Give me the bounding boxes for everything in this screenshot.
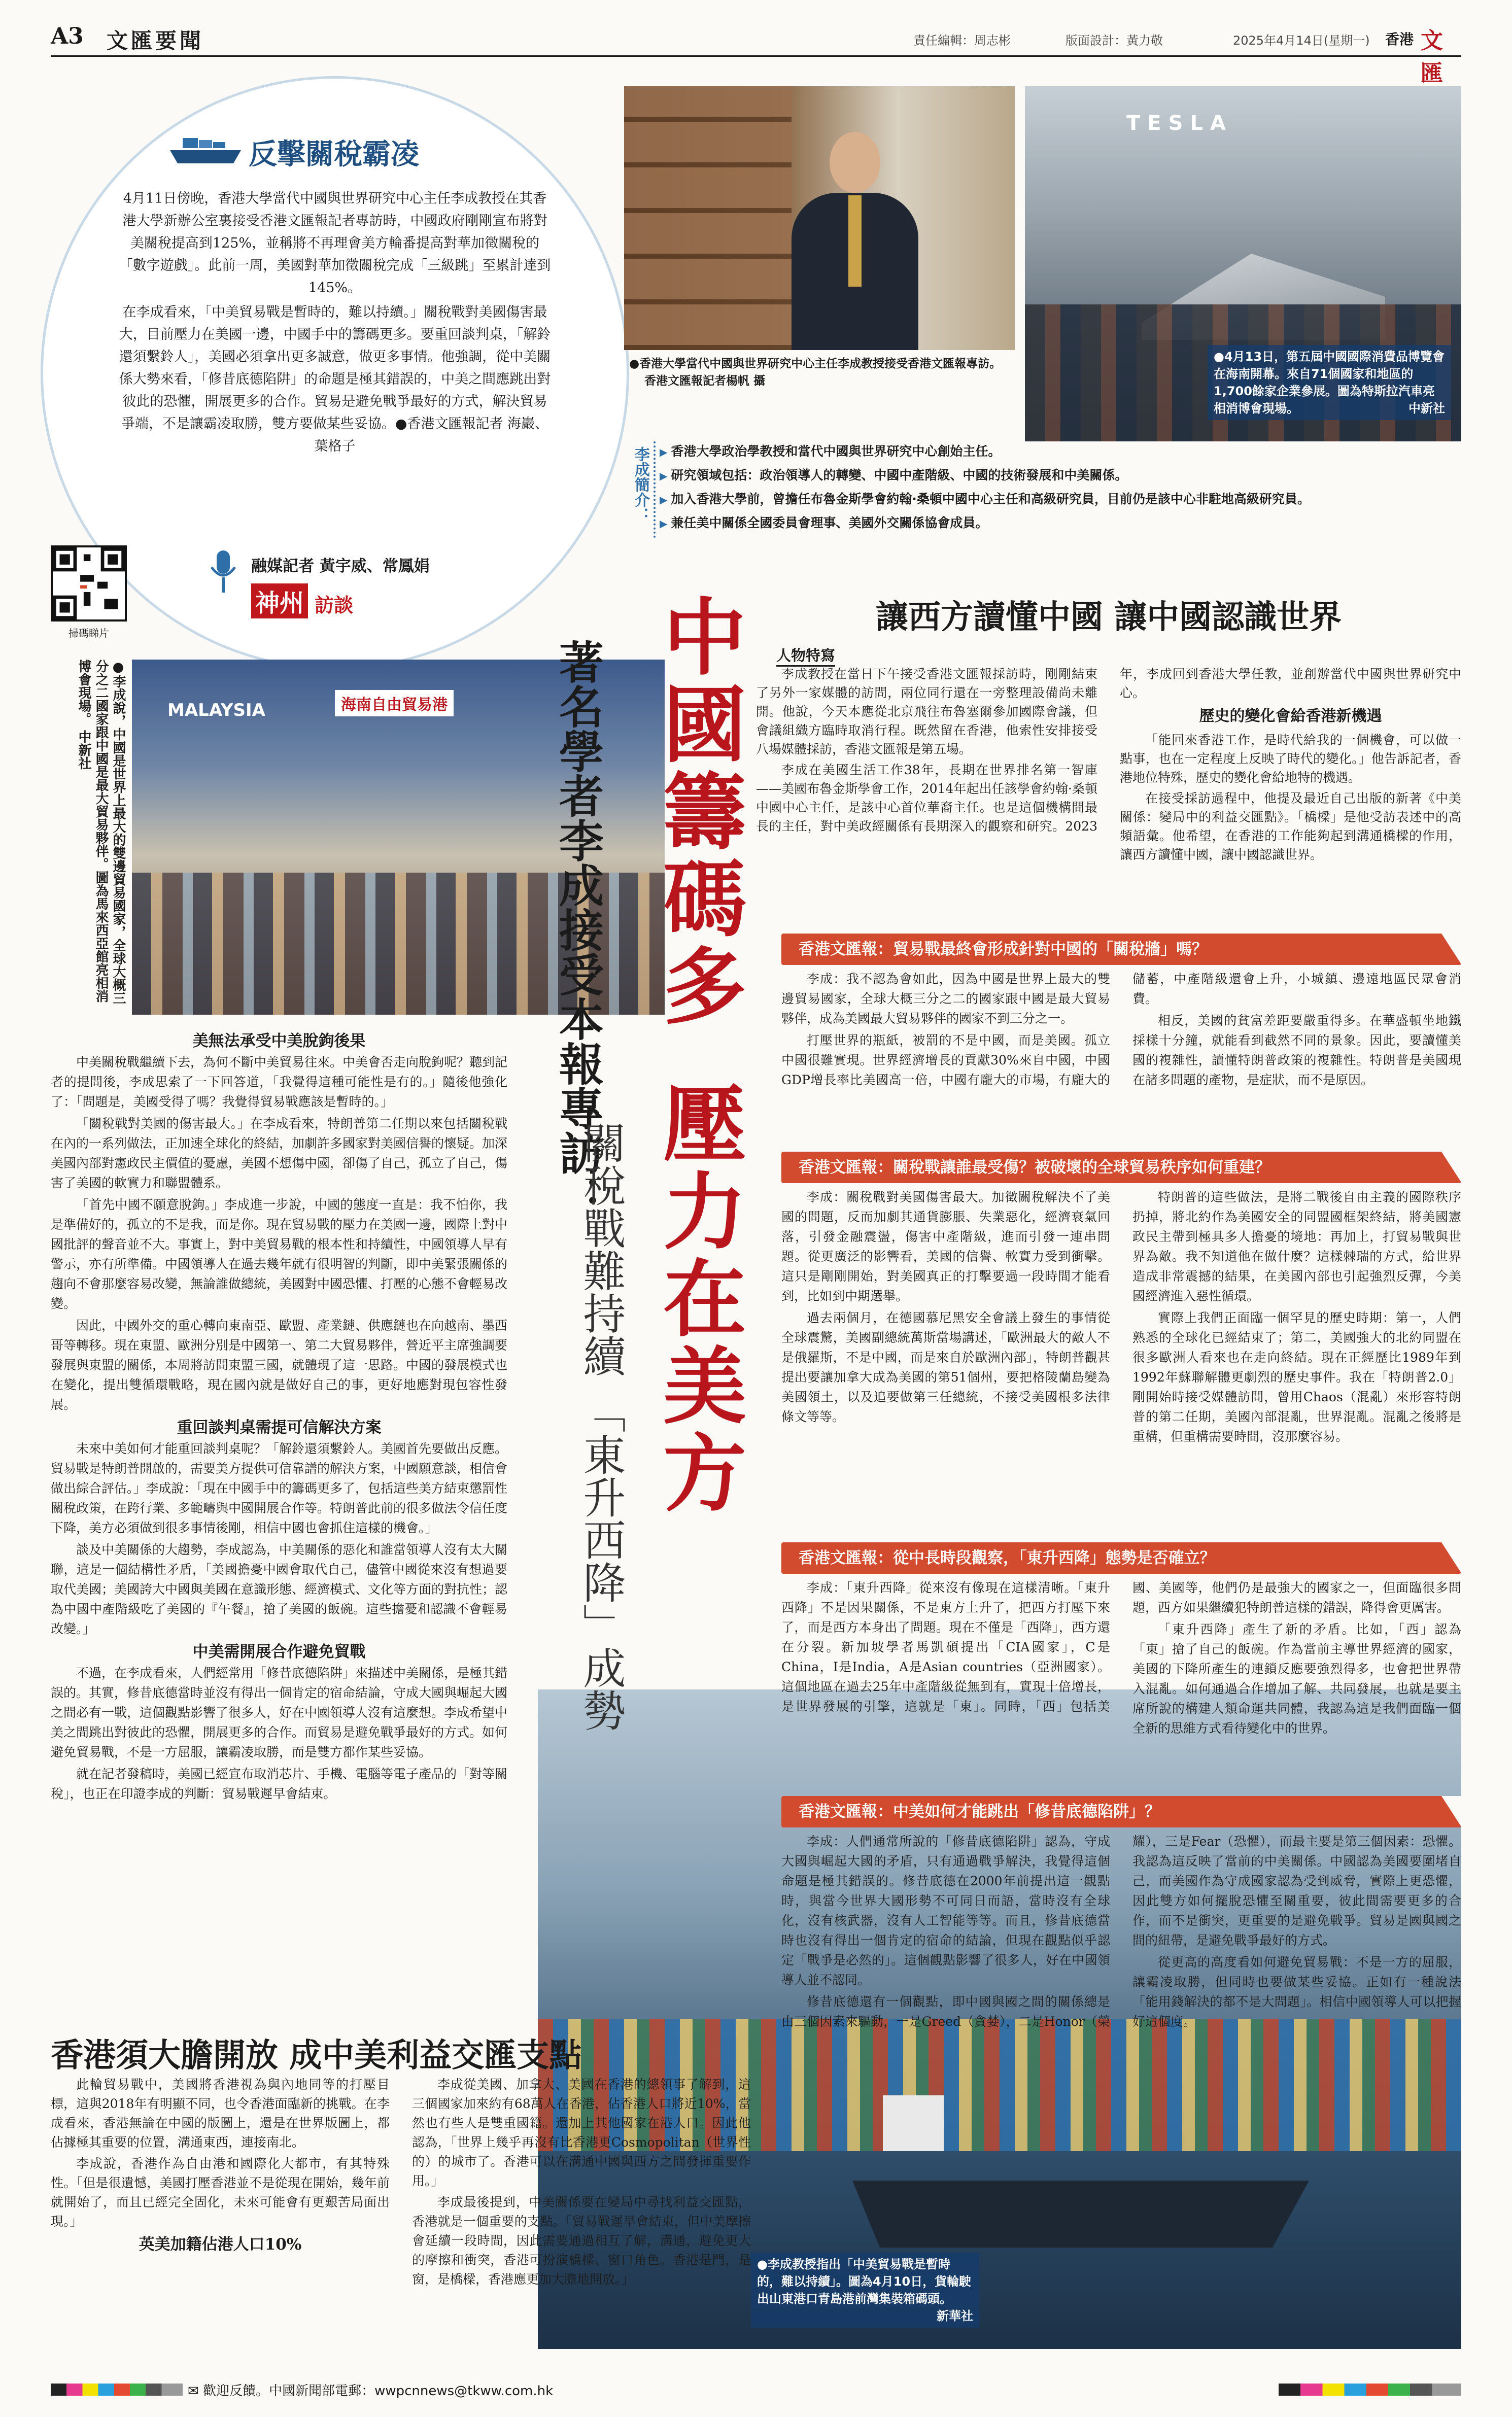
left-paragraph: 中美關稅戰繼續下去，為何不斷中美貿易往來。中美會否走向脫鉤呢？聽到記者的提問後，李成思索了一下回答道，「我覺得這種可能性是有的。」隨後他強化了：「問題是，美國受得了嗎？我覺得貿易戰應該是暫時的。」: [51, 1055, 507, 1109]
qa-question-4: 香港文匯報：中美如何才能跳出「修昔底德陷阱」？: [781, 1796, 1461, 1827]
qa-answer-paragraph: 李成：人們通常所說的「修昔底德陷阱」認為，守成大國與崛起大國的矛盾，只有通過戰爭解決，我覺得這個命題是極其錯誤的。修昔底德在2000年前提出這一觀點時，與當今世界大國形勢不可同日而語，當時沒有全球化，沒有核武器，沒有人工智能等等。而且，修昔底德當時也沒有得出一個肯定的宿命的結論，但現在觀點似乎認定「戰爭是必然的」。這個觀點影響了很多人，好在中國領導人並不認同。: [781, 1834, 1110, 1987]
photo-li-caption-text: ●香港大學當代中國與世界研究中心主任李成教授接受香港文匯報專訪。: [629, 357, 1002, 370]
qa-answer-paragraph: 打壓世界的瓶紙，被罰的不是中國，而是美國。孤立中國很難實現。世界經濟增長的貢獻30%來自中國，中國GDP增長率比美國高一倍，中國有龐大的市場，有龐大的儲蓄，中產階級還會上升，小城鎮、邊遠地區民眾會消費。: [781, 972, 1461, 1087]
section-name: 文匯要聞: [107, 28, 204, 53]
feature-subhead: 歷史的變化會給香港新機遇: [1199, 707, 1382, 725]
page-number: A3: [51, 23, 84, 49]
left-column: [51, 1030, 507, 1989]
bottom-title: 香港須大膽開放 成中美利益交匯支點: [51, 2036, 582, 2075]
cargo-ship: [852, 2136, 1309, 2248]
qa-answer-paragraph: 李成：我不認為會如此，因為中國是世界上最大的雙邊貿易國家，全球大概三分之二的國家跟中國是最大貿易夥伴，成為美國最大貿易夥伴的國家不到三分之一。: [781, 972, 1110, 1026]
person-figure: [792, 132, 918, 350]
left-paragraph: 就在記者發稿時，美國已經宣布取消芯片、手機、電腦等電子產品的「對等關稅」，也正在印證李成的判斷：貿易戰遲早會結束。: [51, 1767, 507, 1801]
masthead: [51, 20, 1461, 86]
feature-paragraph: 李成教授在當日下午接受香港文匯報採訪時，剛剛結束了另外一家媒體的訪問，兩位同行還在一旁整理設備尚未離開。他說，今天本應從北京飛往布魯塞爾參加國際會議，但會議組織方臨時取消行程。既然留在香港，他索性安排接受八場媒體採訪，香港文匯報是第五場。: [756, 667, 1097, 756]
photo-fair-caption-text: ●李成說，中國是世界上最大的雙邊貿易國家，全球大概三分之二國家跟中國是最大貿易夥伴。圖為馬來西亞館亮相消博會現場。: [76, 660, 126, 1005]
bottom-paragraph: 李成最後提到，中美關係要在變局中尋找利益交匯點，香港就是一個重要的支點。「貿易戰遲早會結束，但中美摩擦會延續一段時間，因此需要通過相互了解，溝通，避免更大的摩擦和衝突，香港可扮演橋樑、窗口角色。香港是門，是窗，是橋樑，香港應更加大膽地開放。」: [412, 2195, 751, 2287]
photo-port-caption-text: ●李成教授指出「中美貿易戰是暫時的，難以持續」。圖為4月10日，貨輪駛出山東港口青島港前灣集裝箱碼頭。: [757, 2257, 972, 2306]
qr-caption: 掃碼睇片: [68, 627, 109, 639]
photo-li-credit: 香港文匯報記者楊帆 攝: [644, 374, 766, 388]
bottom-subhead: 英美加籍佔港人口10%: [139, 2235, 302, 2254]
headline-main-1: 中國籌碼多: [649, 594, 747, 1030]
headline-main-2: 壓力在美方: [649, 1081, 747, 1517]
editor-credit: 責任編輯：周志彬: [913, 33, 1011, 48]
left-paragraph: 談及中美關係的大趨勢，李成認為，中美關係的惡化和誰當領導人沒有太大關聯，這是一個結構性矛盾，「美國擔憂中國會取代自己，儘管中國從來沒有想過要取代美國；美國誇大中國與美國在意識形態、經濟模式、文化等方面的對抗性；認為中國中產階級吃了美國的『午餐』，搶了美國的飯碗。這些擔憂和認識不會輕易改變。」: [51, 1542, 507, 1636]
left-paragraph: 未來中美如何才能重回談判桌呢？「解鈴還須繫鈴人。美國首先要做出反應。貿易戰是特朗普開啟的，需要美方提供可信靠譜的解決方案，中國願意談，相信會做出綜合評估。」李成說：「現在中國手中的籌碼更多了，包括這些美方結束懲罰性關稅政策，在跨行業、多範疇與中國開展合作等。特朗普此前的很多做法令信任度下降，美方必須做到很多事情後剛，相信中國也會抓住這樣的機會。」: [51, 1441, 507, 1535]
color-bar-right: [1279, 2384, 1461, 2396]
expo-sign: TESLA: [1126, 112, 1233, 135]
qa-answer-paragraph: 特朗普的這些做法，是將二戰後自由主義的國際秩序扔掉，將北約作為美國安全的同盟國框架終結，將美國憲政民主帶到極具多人擔憂的境地：再加上，打貿易戰與世界為敵。我不知道他在做什麼？這樣棘瑞的方式，給世界造成非常震撼的結果，在美國內部也引起強烈反彈，今美國經濟進入惡性循環。: [1132, 1190, 1461, 1303]
bio-list: [660, 441, 1310, 537]
intro-paragraph-2: 在李成看來，「中美貿易戰是暫時的，難以持續。」關稅戰對美國傷害最大，目前壓力在美國一邊，中國手中的籌碼更多。要重回談判桌，「解鈴還須繫鈴人」，美國必須拿出更多誠意，做更多事情。他強調，從中美關係大勢來看，「修昔底德陷阱」的命題是極其錯誤的，中美之間應跳出對彼此的恐懼，開展更多的合作。貿易是避免戰爭最好的方式，解決貿易爭端，不是讓霸凌取勝，雙方要做某些妥協。●香港文匯報記者 海巖、葉格子: [119, 304, 551, 454]
footer: [51, 2379, 1461, 2400]
bottom-paragraph: 李成說，香港作為自由港和國際化大都市，有其特殊性。「但是很遺憾，美國打壓香港並不是從現在開始，幾年前就開始了，而且已經完全固化，未來可能會有更艱苦局面出現。」: [51, 2156, 390, 2229]
photo-port-credit: 新華社: [937, 2309, 973, 2323]
qr-code[interactable]: [51, 545, 127, 621]
ship-icon: [167, 133, 244, 168]
bio-item: ▶ 兼任美中關係全國委員會理事、美國外交關係協會成員。: [660, 513, 1310, 534]
feature-paragraph: 李成在美國生活工作38年，長期在世界排名第一智庫——美國布魯金斯學會工作，2014年起出任該學會約翰·桑頓中國中心主任，是該中心首位華裔主任。也是這個機構間最長的主任，對中美政經關係有長期深入的觀察和研究。2023年，李成回到香港大學任教，並創辦當代中國與世界研究中心。: [756, 667, 1461, 834]
topic-badge-title: 反擊關稅霸凌: [249, 138, 419, 171]
city: 香港: [1385, 31, 1414, 48]
photo-expo-caption: [1208, 345, 1451, 420]
microphone-icon: [205, 548, 241, 599]
photo-li-cheng: [624, 86, 1015, 350]
logo-word: 神州: [251, 583, 308, 618]
logo-tail: 訪談: [315, 594, 354, 616]
photo-fair-caption: [51, 660, 127, 1015]
headline-kicker: 著名學者李成接受本報專訪：: [552, 639, 605, 1220]
left-paragraph: 「首先中國不願意脫鉤。」李成進一步說，中國的態度一直是：我不怕你，我是準備好的，孤立的不是我，而是你。現在貿易戰的壓力在美國一邊，國際上對中國批評的聲音並不大。事實上，對中美貿易戰的根本性和持續性，中國領導人早有警示，亦有所準備。中國領導人在過去幾年就有很明智的判斷，即中美緊張關係的趨向不會那麼容易改變，無論誰做總統，美國對中國恐懼、打壓的心態不會輕易改變。: [51, 1197, 507, 1311]
bio-item: ▶ 研究領域包括：政治領導人的轉變、中國中產階級、中國的技術發展和中美關係。: [660, 465, 1310, 486]
qa-answer-4: [781, 1832, 1461, 2065]
fair-sign-hainan: 海南自由貿易港: [335, 690, 454, 716]
bottom-paragraph: 李成從美國、加拿大、美國在香港的總領事了解到，這三個國家加來約有68萬人在香港，佔香港人口將近10%，當然也有些人是雙重國籍。還加上其他國家在港人口。因此他認為，「世界上幾乎再沒有比香港更Cosmopolitan（世界性的）的城市了。香港可以在溝通中國與西方之間發揮重要作用。」: [412, 2077, 751, 2188]
qa-question-2: 香港文匯報：關稅戰讓誰最受傷？被破壞的全球貿易秩序如何重建？: [781, 1152, 1461, 1183]
qa-question-3: 香港文匯報：從中長時段觀察，「東升西降」態勢是否確立？: [781, 1542, 1461, 1574]
bottom-body: [51, 2075, 751, 2359]
headline-sub: 關稅戰難持續 「東升西降」成勢: [576, 1121, 626, 1732]
left-paragraph: 不過，在李成看來，人們經常用「修昔底德陷阱」來描述中美關係，是極其錯誤的。其實，修昔底德當時並沒有得出一個肯定的宿命結論，守成大國與崛起大國之間必有一戰，這個觀點影響了很多人，好在中國領導人沒有這麼想。李成希望中美之間跳出對彼此的恐懼，開展更多的合作。而貿易是避免戰爭最好的方式。如何避免貿易戰，不是一方屈服，讓霸凌取勝，而是雙方都作某些妥協。: [51, 1666, 507, 1759]
paper-logo: 文匯: [1421, 28, 1443, 86]
qa-answer-paragraph: 實際上我們正面臨一個罕見的歷史時期：第一，人們熟悉的全球化已經結束了；第二，美國強大的北約同盟在很多歐洲人看來也在走向終結。現在正經歷比1989年到1992年蘇聯解體更劇烈的歷史事件。我在「特朗普2.0」剛開始時接受媒體訪問，曾用Chaos（混亂）來形容特朗普的第二任期，美國內部混亂，世界混亂。混亂之後將是重構，但重構需要時間，沒那麼容易。: [1132, 1310, 1461, 1444]
ship-bridge: [883, 2095, 944, 2151]
photo-expo-caption-text: ●4月13日，第五屆中國國際消費品博覽會在海南開幕。來自71個國家和地區的1,700餘家企業參展。圖為特斯拉汽車亮相消博會現場。: [1214, 350, 1445, 416]
bio-item: ▶ 香港大學政治學教授和當代中國與世界研究中心創始主任。: [660, 441, 1310, 462]
photo-fair-credit: 中新社: [76, 730, 91, 770]
bio-item: ▶ 加入香港大學前，曾擔任布魯金斯學會約翰·桑頓中國中心主任和高級研究員，目前仍是該中心非駐地高級研究員。: [660, 489, 1310, 510]
qa-answer-paragraph: 李成：「東升西降」從來沒有像現在這樣清晰。「東升西降」不是因果關係，不是東方上升了，把西方打壓下來了，而是西方本身出了問題。現在不僅是「西降」，西方還在分裂。新加坡學者馬凱碩提出「CIA國家」，C是China，I是India，A是Asian countries（亞洲國家）。這個地區在過去25年中產階級從無到有，實現十倍增長，是世界發展的引擎，這就是「東」。同時，「西」包括美國、美國等，他們仍是最強大的國家之一，但面臨很多問題，西方如果繼續犯特朗普這樣的錯誤，降得會更厲害。: [781, 1580, 1461, 1714]
qa-question-1: 香港文匯報：貿易戰最終會形成針對中國的「關稅牆」嗎？: [781, 934, 1461, 965]
photo-li-caption: [629, 355, 1015, 390]
byline: 融媒記者 黃宇威、常鳳娟: [251, 557, 430, 575]
color-bar-left: [51, 2384, 183, 2396]
issue-date: 2025年4月14日(星期一): [1233, 33, 1370, 48]
footer-email[interactable]: 歡迎反饋。中國新聞部電郵：wwpcnnews@tkww.com.hk: [203, 2384, 554, 2399]
qa-answer-3: [781, 1578, 1461, 1786]
qa-answer-paragraph: 從更高的高度看如何避免貿易戰：不是一方的屈服，讓霸凌取勝，但同時也要做某些妥協。正如有一種說法「能用錢解決的都不是大問題」。相信中國領導人可以把握好這個度。: [1132, 1955, 1461, 2029]
photo-port-caption: [751, 2253, 979, 2328]
feature-tag: 人物特寫: [776, 644, 835, 667]
fair-sign-malaysia: MALAYSIA: [167, 700, 265, 720]
feature-title: 讓西方讀懂中國 讓中國認識世界: [875, 598, 1342, 636]
feature-paragraph: 「能回來香港工作，是時代給我的一個機會，可以做一點事，也在一定程度上反映了時代的變化。」他告訴記者，香港地位特殊，歷史的變化會給地特的機遇。: [1120, 733, 1461, 785]
bio-label: 李成簡介：: [632, 446, 649, 523]
qa-answer-paragraph: 修昔底德還有一個觀點，即中國與國之間的關係總是由三個因素來驅動，一是Greed（貪婪），二是Honor（榮耀），三是Fear（恐懼），而最主要是第三個因素：恐懼。我認為這反映了當前的中美關係。中國認為美國要圍堵自己，而美國作為守成國家認為受到威脅，實際上更恐懼，因此雙方如何擺脫恐懼至關重要，彼此間需要更多的合作，而不是衝突，更重要的是避免戰爭。貿易是國與國之間的紐帶，是避免戰爭最好的方式。: [781, 1834, 1461, 2029]
left-paragraph: 「關稅戰對美國的傷害最大。」在李成看來，特朗普第二任期以來包括關稅戰在內的一系列做法，正加速全球化的終結，加劇許多國家對美國信譽的懷疑。加深美國內部對憲政民主價值的憂慮，美國不想傷中國，卻傷了自己，孤立了自己，傷害了美國的軟實力和聯盟體系。: [51, 1116, 507, 1190]
topic-badge: [167, 127, 462, 172]
bottom-paragraph: 此輪貿易戰中，美國將香港視為與內地同等的打壓目標，這與2018年有明顯不同，也令香港面臨新的挑戰。在李成看來，香港無論在中國的版圖上，還是在世界版圖上，都佔據極其重要的位置，溝通東西，連接南北。: [51, 2077, 390, 2150]
left-paragraph: 因此，中國外交的重心轉向東南亞、歐盟、產業鏈、供應鏈也在向越南、墨西哥等轉移。現在東盟、歐洲分別是中國第一、第二大貿易夥伴，營近平主席強調要發展與東盟的關係，本周將訪問東盟三國，就體現了這一思路。中國的發展模式也在變化，提出雙循環戰略，現在國內就是做好自己的事，更好地應對現包容性發展。: [51, 1318, 507, 1412]
left-subhead-2: 重回談判桌需提可信解決方案: [177, 1419, 382, 1437]
left-subhead-1: 美無法承受中美脫鉤後果: [192, 1032, 366, 1050]
qa-answer-paragraph: 李成：關稅戰對美國傷害最大。加徵關稅解決不了美國的問題，反而加劇其通貨膨脹、失業惡化，經濟衰氣回落，引發金融震盪，傷害中產階級，進而引發一連串問題。從更廣泛的影響看，美國的信譽、軟實力受到衝擊。這只是剛剛開始，對美國真正的打擊要過一段時間才能看到，比如到中期選舉。: [781, 1190, 1110, 1303]
feature-paragraph: 在接受採訪過程中，他提及最近自己出版的新著《中美關係：變局中的利益交匯點》。「橋樑」是他受訪表述中的高頻語彙。他希望，在香港的工作能夠起到溝通橋樑的作用，讓西方讀懂中國，讓中國認識世界。: [1120, 791, 1461, 862]
feature-body: [756, 665, 1461, 903]
left-subhead-3: 中美需開展合作避免貿戰: [192, 1643, 366, 1661]
qa-answer-paragraph: 「東升西降」產生了新的矛盾。比如，「西」認為「東」搶了自己的飯碗。作為當前主導世界經濟的國家，美國的下降所產生的連鎖反應要強烈得多，也會把世界帶入混亂。如何通過合作增加了解、共同發展，也就是要主席所說的構建人類命運共同體，我認為這是我們面臨一個全新的思維方式看待變化中的世界。: [1132, 1622, 1461, 1736]
bookshelf: [624, 86, 792, 350]
qa-answer-paragraph: 相反，美國的貧富差距要嚴重得多。在華盛頓坐地鐵採樣十分鐘，就能看到截然不同的景象。因此，要讀懂美國的複雜性，讀懂特朗普政策的複雜性。特朗普是美國現在諸多問題的產物，是症狀，而不是原因。: [1132, 1013, 1461, 1087]
footer-text[interactable]: ✉ 歡迎反饋。中國新聞部電郵：wwpcnnews@tkww.com.hk: [188, 2384, 554, 2399]
designer-credit: 版面設計：黃力敬: [1066, 33, 1163, 48]
photo-expo-credit: 中新社: [1408, 401, 1445, 416]
qa-answer-1: [781, 969, 1461, 1116]
qa-answer-paragraph: 過去兩個月，在德國慕尼黑安全會議上發生的事情從全球震驚，美國副總統萬斯當場講述，「歐洲最大的敵人不是俄羅斯，不是中國，而是來自於歐洲內部」，特朗普觀甚提出要讓加拿大成為美國的第51個州，要把格陵蘭島變為美國領土，以及追要做第三任總統，不接受美國根多法律條文等等。: [781, 1310, 1110, 1424]
intro-paragraph-1: 4月11日傍晚，香港大學當代中國與世界研究中心主任李成教授在其香港大學新辦公室裏接受香港文匯報記者專訪時，中國政府剛剛宣布將對美關稅提高到125%，並稱將不再理會美方輪番提高對華加徵關稅的「數字遊戲」。此前一周，美國對華加徵關稅完成「三級跳」至累計達到145%。: [119, 191, 551, 296]
bio-box: [629, 441, 1461, 538]
intro-text: [117, 188, 553, 460]
